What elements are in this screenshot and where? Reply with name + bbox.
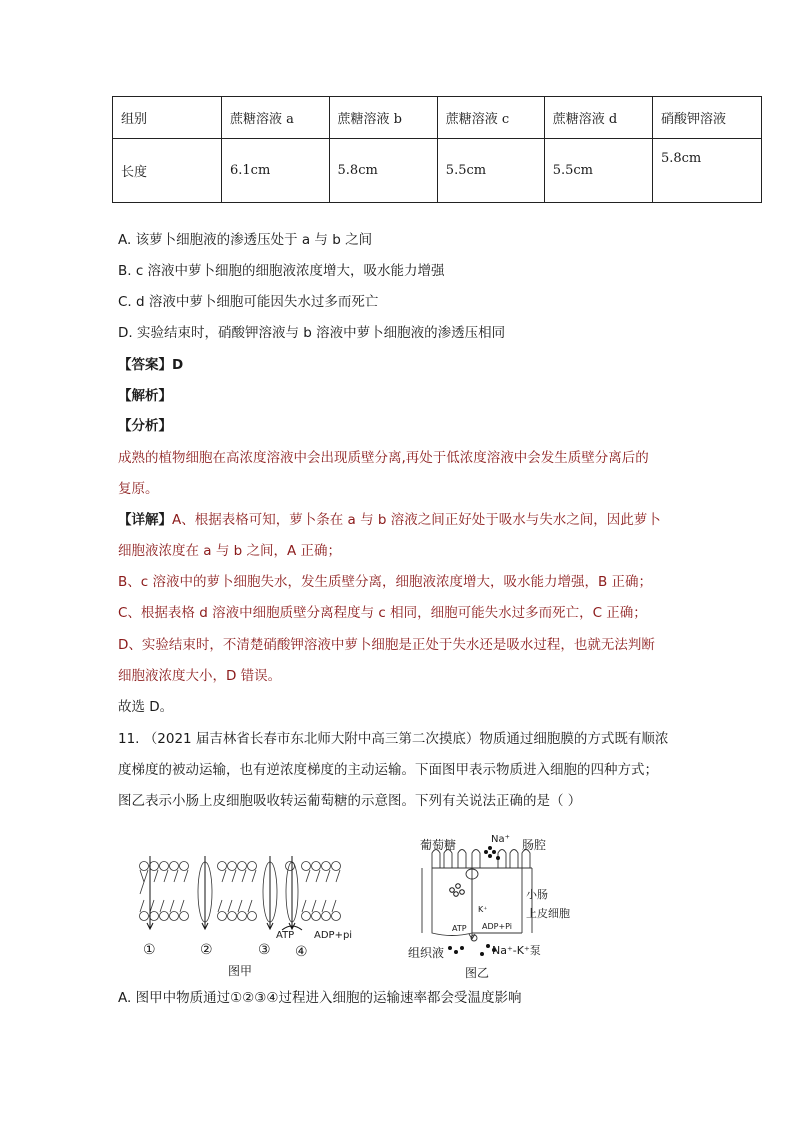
detail-label: 【详解】	[118, 512, 172, 528]
table-header-cell: 蔗糖溶液 a	[222, 97, 330, 139]
option-d: D. 实验结束时，硝酸钾溶液与 b 溶液中萝卜细胞液的渗透压相同	[118, 325, 506, 341]
cell-label-2: 上皮细胞	[526, 907, 570, 920]
table-cell: 6.1cm	[222, 139, 330, 203]
analysis-line-2: 复原。	[118, 481, 159, 497]
question-11-line-3: 图乙表示小肠上皮细胞吸收转运葡萄糖的示意图。下列有关说法正确的是（ ）	[118, 793, 582, 809]
table-cell: 5.5cm	[437, 139, 544, 203]
label-3: ③	[258, 942, 271, 958]
adp-label-2: ADP+Pi	[482, 922, 513, 931]
answer-label: 【答案】D	[118, 357, 184, 373]
table-header-row	[113, 97, 762, 139]
question-11-option-a: A. 图甲中物质通过①②③④过程进入细胞的运输速率都会受温度影响	[118, 990, 522, 1006]
detail-c: C、根据表格 d 溶液中细胞质壁分离程度与 c 相同，细胞可能失水过多而死亡，C 正确；	[118, 605, 647, 621]
table-header-cell: 蔗糖溶液 b	[329, 97, 437, 139]
analysis-line-1: 成熟的植物细胞在高浓度溶液中会出现质壁分离,再处于低浓度溶液中会发生质壁分离后的	[118, 450, 649, 466]
molecule-dots	[448, 846, 500, 956]
table-header-cell: 蔗糖溶液 c	[437, 97, 544, 139]
atp-label: ATP	[276, 930, 295, 941]
table-header-cell: 硝酸钾溶液	[652, 97, 761, 139]
potassium-label: K⁺	[478, 905, 488, 914]
label-1: ①	[143, 942, 156, 958]
table-cell: 5.8cm	[652, 139, 761, 203]
table-header-cell: 蔗糖溶液 d	[544, 97, 652, 139]
detail-d-line-2: 细胞液浓度大小，D 错误。	[118, 668, 282, 684]
figure-jia-caption: 图甲	[228, 964, 253, 978]
table-cell: 5.8cm	[329, 139, 437, 203]
cell-label-1: 小肠	[526, 888, 548, 901]
question-11-line-2: 度梯度的被动运输，也有逆浓度梯度的主动运输。下面图甲表示物质进入细胞的四种方式；	[118, 762, 658, 778]
table-row	[113, 139, 762, 203]
option-a: A. 该萝卜细胞液的渗透压处于 a 与 b 之间	[118, 232, 373, 248]
detail-a-line-1	[118, 510, 661, 530]
table-cell: 5.5cm	[544, 139, 652, 203]
atp-label-2: ATP	[452, 924, 467, 933]
jiexi-label: 【解析】	[118, 388, 172, 404]
membrane-lower-heads	[140, 912, 341, 921]
option-b: B. c 溶液中萝卜细胞的细胞液浓度增大，吸水能力增强	[118, 263, 445, 279]
table-header-cell: 组别	[113, 97, 222, 139]
lumen-label: 肠腔	[522, 838, 547, 852]
membrane-upper-heads	[140, 862, 341, 871]
option-c: C. d 溶液中萝卜细胞可能因失水过多而死亡	[118, 294, 379, 310]
detail-a-line-2: 细胞液浓度在 a 与 b 之间，A 正确；	[118, 543, 342, 559]
label-2: ②	[200, 942, 213, 958]
tissue-fluid-label: 组织液	[408, 946, 445, 960]
question-11-line-1: 11. （2021 届吉林省长春市东北师大附中高三第二次摸底）物质通过细胞膜的方式既有顺浓	[118, 731, 669, 747]
fenxi-label: 【分析】	[118, 418, 172, 434]
detail-a-text: A、根据表格可知，萝卜条在 a 与 b 溶液之间正好处于吸水与失水之间，因此萝卜	[172, 512, 661, 528]
figure-yi-caption: 图乙	[465, 966, 490, 980]
adp-label: ADP+pi	[314, 930, 353, 941]
data-table	[112, 96, 762, 203]
detail-d-line-1: D、实验结束时，不清楚硝酸钾溶液中萝卜细胞是正处于失水还是吸水过程，也就无法判断	[118, 637, 655, 653]
figure-jia-diagram	[130, 852, 360, 962]
glucose-label: 葡萄糖	[420, 838, 457, 852]
label-4: ④	[295, 944, 308, 960]
conclusion: 故选 D。	[118, 699, 174, 715]
detail-b: B、c 溶液中的萝卜细胞失水，发生质壁分离，细胞液浓度增大，吸水能力增强，B 正确；	[118, 574, 653, 590]
pump-label: Na⁺-K⁺泵	[492, 944, 541, 957]
sodium-label: Na⁺	[491, 834, 510, 845]
table-cell: 长度	[113, 139, 222, 203]
